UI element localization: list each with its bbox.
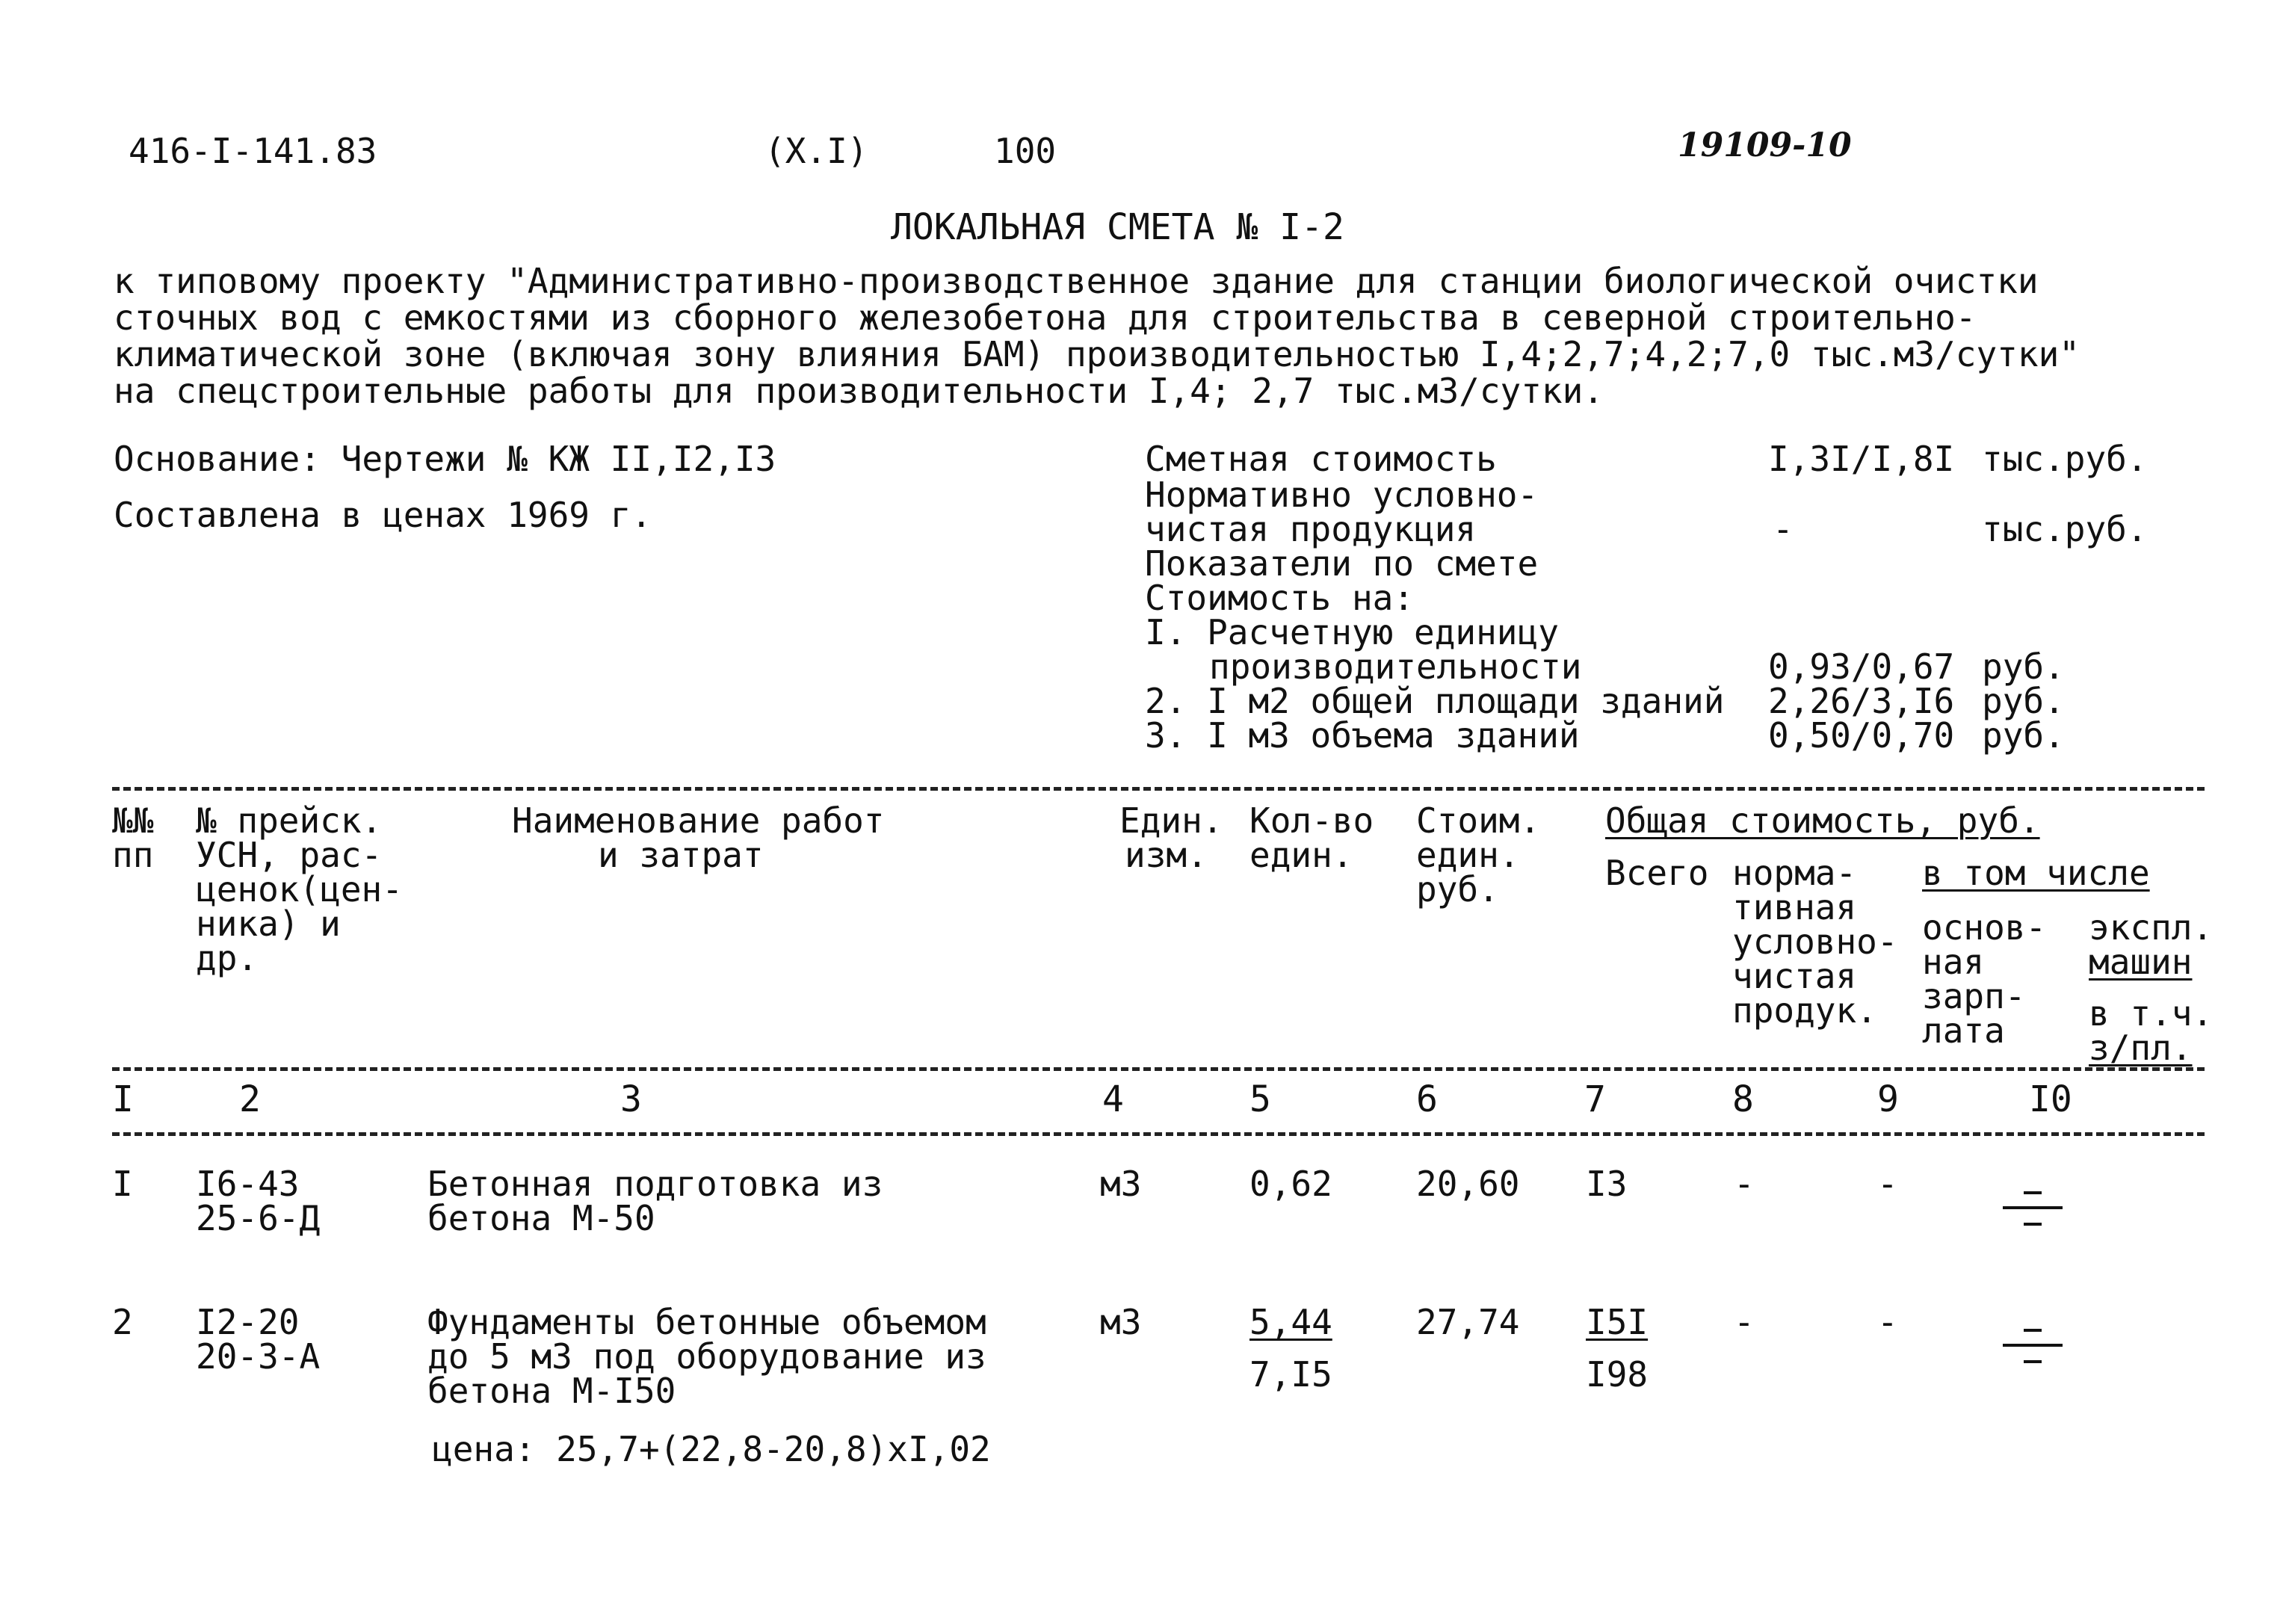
row-1-name-1: Бетонная подготовка из bbox=[427, 1164, 883, 1204]
row-1-code-1: I6-43 bbox=[196, 1164, 300, 1204]
indicator-3-unit: руб. bbox=[1982, 715, 2065, 756]
colnum-9: 9 bbox=[1877, 1078, 1899, 1120]
header-col-7: Всего bbox=[1605, 853, 1709, 893]
estimated-cost-label: Сметная стоимость bbox=[1145, 439, 1497, 479]
header-col-3-line-1: Наименование работ bbox=[512, 800, 885, 841]
indicator-3-label: 3. I м3 объема зданий bbox=[1145, 715, 1580, 756]
colnum-3: 3 bbox=[620, 1078, 642, 1120]
header-col-4-line-1: Един. bbox=[1119, 800, 1223, 841]
estimated-cost-unit: тыс.руб. bbox=[1982, 439, 2148, 479]
row-2-number: 2 bbox=[112, 1302, 133, 1342]
row-2-col-10-dash-fraction bbox=[2003, 1324, 2063, 1369]
header-col-6-line-3: руб. bbox=[1416, 869, 1499, 910]
colnum-4: 4 bbox=[1102, 1078, 1124, 1120]
page-number: 100 bbox=[994, 131, 1057, 171]
normative-label-1: Нормативно условно- bbox=[1145, 475, 1539, 515]
header-col-5-line-2: един. bbox=[1249, 835, 1353, 875]
row-1-quantity: 0,62 bbox=[1249, 1164, 1332, 1204]
colnum-1: I bbox=[112, 1078, 134, 1120]
header-col-9-line-4: лата bbox=[1922, 1010, 2005, 1051]
header-col-8-line-3: условно- bbox=[1732, 921, 1898, 962]
description-line-2: сточных вод с емкостями из сборного железобетона для строительства в северной строительно- bbox=[114, 297, 1977, 338]
header-col-8-line-1: норма- bbox=[1732, 853, 1857, 893]
row-2-name-3: бетона М-I50 bbox=[427, 1371, 676, 1411]
row-2-price-note: цена: 25,7+(22,8-20,8)хI,02 bbox=[432, 1429, 991, 1469]
indicator-1-label-2: производительности bbox=[1209, 646, 1582, 687]
row-2-total-1: I5I bbox=[1586, 1302, 1649, 1342]
header-col-10-line-2: машин bbox=[2089, 942, 2193, 982]
header-col-2-line-5: др. bbox=[196, 938, 259, 978]
header-col-10-line-1: экспл. bbox=[2089, 907, 2214, 948]
colnum-7: 7 bbox=[1584, 1078, 1606, 1120]
header-col-10-line-3: в т.ч. bbox=[2089, 993, 2214, 1034]
header-col-2-line-4: ника) и bbox=[196, 904, 341, 944]
header-col-4-line-2: изм. bbox=[1125, 835, 1208, 875]
indicators-label: Показатели по смете bbox=[1145, 543, 1539, 584]
row-2-name-1: Фундаменты бетонные объемом bbox=[427, 1302, 986, 1342]
normative-label-2: чистая продукция bbox=[1145, 509, 1477, 549]
row-1-col-8: - bbox=[1734, 1164, 1755, 1204]
colnum-8: 8 bbox=[1732, 1078, 1754, 1120]
header-col-10-line-4: з/пл. bbox=[2089, 1028, 2193, 1068]
row-2-quantity-2: 7,I5 bbox=[1249, 1354, 1332, 1395]
header-col-5-line-1: Кол-во bbox=[1249, 800, 1374, 841]
indicator-3-value: 0,50/0,70 bbox=[1768, 715, 1955, 756]
row-2-quantity-1: 5,44 bbox=[1249, 1302, 1332, 1342]
row-1-number: I bbox=[112, 1164, 133, 1204]
header-col-6-line-2: един. bbox=[1416, 835, 1520, 875]
table-numbers-rule bbox=[112, 1132, 2205, 1136]
header-col-9-line-1: основ- bbox=[1922, 907, 2047, 948]
row-2-name-2: до 5 м3 под оборудование из bbox=[427, 1336, 986, 1377]
header-col-9-line-3: зарп- bbox=[1922, 976, 2026, 1016]
header-col-9-line-2: ная bbox=[1922, 942, 1985, 982]
header-col-8-line-5: продук. bbox=[1732, 990, 1877, 1031]
description-line-1: к типовому проекту "Административно-производственное здание для станции биологической очистки bbox=[114, 261, 2039, 301]
indicator-1-unit: руб. bbox=[1982, 646, 2065, 687]
colnum-10: I0 bbox=[2029, 1078, 2072, 1120]
colnum-5: 5 bbox=[1249, 1078, 1271, 1120]
row-1-name-2: бетона М-50 bbox=[427, 1198, 655, 1238]
document-title: ЛОКАЛЬНАЯ СМЕТА № I-2 bbox=[891, 206, 1344, 248]
row-2-total-2: I98 bbox=[1586, 1354, 1649, 1395]
row-2-col-9: - bbox=[1877, 1302, 1898, 1342]
basis-drawings: Основание: Чертежи № КЖ II,I2,I3 bbox=[114, 439, 776, 479]
row-1-unit-price: 20,60 bbox=[1416, 1164, 1520, 1204]
header-col-6-line-1: Стоим. bbox=[1416, 800, 1541, 841]
header-col-8-line-2: тивная bbox=[1732, 887, 1857, 927]
colnum-2: 2 bbox=[239, 1078, 261, 1120]
indicator-2-value: 2,26/3,I6 bbox=[1768, 681, 1955, 721]
indicator-2-label: 2. I м2 общей площади зданий bbox=[1145, 681, 1725, 721]
document-code: 416-I-141.83 bbox=[129, 131, 377, 171]
table-header-rule bbox=[112, 1067, 2205, 1071]
row-2-unit-price: 27,74 bbox=[1416, 1302, 1520, 1342]
total-cost-header: Общая стоимость, руб. bbox=[1605, 800, 2040, 841]
normative-unit: тыс.руб. bbox=[1982, 509, 2148, 549]
colnum-6: 6 bbox=[1416, 1078, 1438, 1120]
header-col-3-line-2: и затрат bbox=[598, 835, 764, 875]
cost-on-label: Стоимость на: bbox=[1145, 578, 1415, 618]
row-2-code-2: 20-3-А bbox=[196, 1336, 321, 1377]
row-1-total: I3 bbox=[1586, 1164, 1628, 1204]
header-col-1-line-1: №№ bbox=[112, 800, 154, 841]
prices-year: Составлена в ценах 1969 г. bbox=[114, 495, 652, 535]
row-1-col-10-dash-fraction bbox=[2003, 1187, 2063, 1232]
row-1-code-2: 25-6-Д bbox=[196, 1198, 321, 1238]
normative-value: - bbox=[1773, 509, 1794, 549]
header-col-2-line-2: УСН, рас- bbox=[196, 835, 383, 875]
row-1-col-9: - bbox=[1877, 1164, 1898, 1204]
table-top-rule bbox=[112, 787, 2205, 791]
section-number: (X.I) bbox=[764, 131, 868, 171]
indicator-2-unit: руб. bbox=[1982, 681, 2065, 721]
header-col-2-line-1: № прейск. bbox=[196, 800, 383, 841]
indicator-1-value: 0,93/0,67 bbox=[1768, 646, 1955, 687]
estimated-cost-value: I,3I/I,8I bbox=[1768, 439, 1955, 479]
header-col-1-line-2: пп bbox=[112, 835, 154, 875]
header-col-2-line-3: ценок(цен- bbox=[196, 869, 403, 910]
including-header: в том числе bbox=[1922, 853, 2150, 893]
description-line-4: на спецстроительные работы для производительности I,4; 2,7 тыс.м3/сутки. bbox=[114, 371, 1604, 411]
header-col-8-line-4: чистая bbox=[1732, 956, 1857, 996]
row-1-unit: м3 bbox=[1100, 1164, 1142, 1204]
row-2-code-1: I2-20 bbox=[196, 1302, 300, 1342]
indicator-1-label-1: I. Расчетную единицу bbox=[1145, 612, 1559, 652]
description-line-3: климатической зоне (включая зону влияния БАМ) производительностью I,4;2,7;4,2;7,0 тыс.м3/сутки" bbox=[114, 334, 2080, 374]
row-2-col-8: - bbox=[1734, 1302, 1755, 1342]
row-2-unit: м3 bbox=[1100, 1302, 1142, 1342]
handwritten-number: 19109-10 bbox=[1678, 126, 1852, 164]
